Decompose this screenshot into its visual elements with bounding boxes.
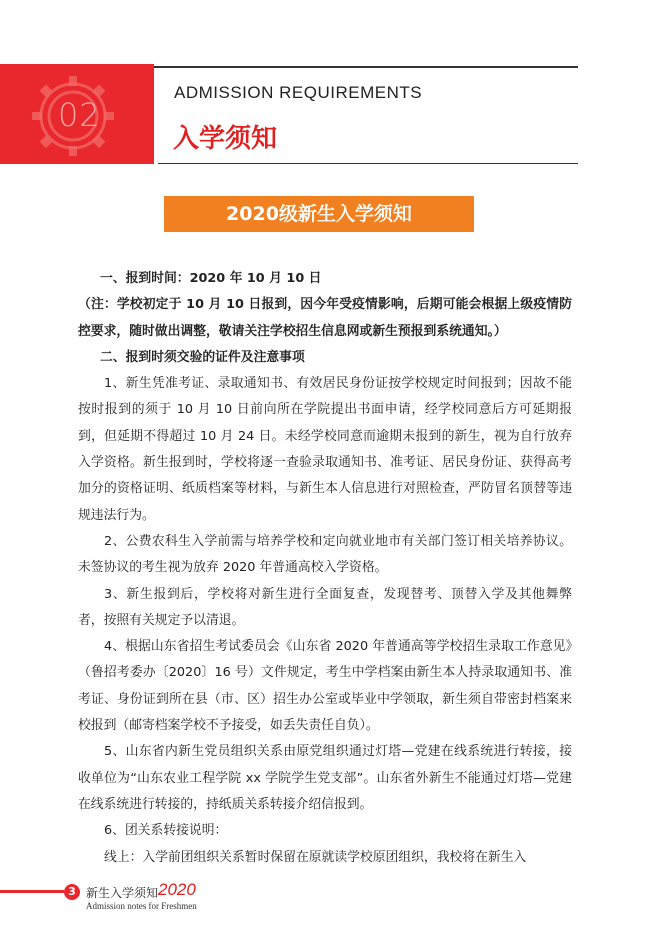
paragraph-1: 1、新生凭准考证、录取通知书、有效居民身份证按学校规定时间报到；因故不能按时报到的须于 10 月 10 日前向所在学院提出书面申请，经学校同意后方可延期报到，但延期不得超过 10 月 24 日。未经学校同意而逾期未报到的新生，视为自行放弃入学资格。新生报到时，学校将逐一查验录取通知书、准考证、居民身份证、获得高考加分的资格证明、纸质档案等材料，与新生本人信息进行对照检查，严防冒名顶替等违规违法行为。 — [78, 376, 572, 523]
header-bottom-rule — [158, 163, 578, 164]
section-title-en: ADMISSION REQUIREMENTS — [174, 83, 423, 102]
footer-title: 新生入学须知 — [86, 886, 159, 900]
paragraph-2: 2、公费农科生入学前需与培养学校和定向就业地市有关部门签订相关培养协议。未签协议的考生视为放弃 2020 年普通高校入学资格。 — [78, 533, 572, 576]
paragraph-5: 5、山东省内新生党员组织关系由原党组织通过灯塔—党建在线系统进行转接，接收单位为“山东农业工程学院 xx 学院学生党支部”。山东省外新生不能通过灯塔—党建在线系统进行转接的，持纸质关系转接介绍信报到。 — [78, 744, 572, 812]
notice-banner: 2020级新生入学须知 — [164, 196, 474, 232]
section-title-cn: 入学须知 — [173, 124, 278, 154]
page-number: 3 — [64, 884, 80, 900]
documents-heading: 二、报到时须交验的证件及注意事项 — [100, 349, 305, 365]
paragraph-4: 4、根据山东省招生考试委员会《山东省 2020 年普通高等学校招生录取工作意见》（鲁招考委办〔2020〕16 号）文件规定，考生中学档案由新生本人持录取通知书、准考证、身份证到所在县（市、区）招生办公室或毕业中学领取，新生须自带密封档案来校报到（邮寄档案学校不予接受，如丢失责任自负）。 — [78, 639, 572, 734]
footer-subtitle: Admission notes for Freshmen — [86, 901, 197, 911]
notice-body — [78, 266, 572, 871]
footer-year: 2020 — [158, 880, 196, 899]
paragraph-7: 线上：入学前团组织关系暂时保留在原就读学校原团组织，我校将在新生入 — [104, 849, 527, 865]
paragraph-6: 6、团关系转接说明： — [104, 823, 228, 839]
footer-accent-bar — [0, 890, 64, 893]
report-time-heading: 一、报到时间：2020 年 10 月 10 日 — [100, 271, 322, 286]
report-time-note: （注：学校初定于 10 月 10 日报到，因今年受疫情影响，后期可能会根据上级疫情防控要求，随时做出调整，敬请关注学校招生信息网或新生预报到系统通知。） — [78, 297, 572, 339]
paragraph-3: 3、新生报到后，学校将对新生进行全面复查，发现替考、顶替入学及其他舞弊者，按照有关规定予以清退。 — [78, 586, 572, 628]
section-number: 02 — [58, 96, 101, 134]
